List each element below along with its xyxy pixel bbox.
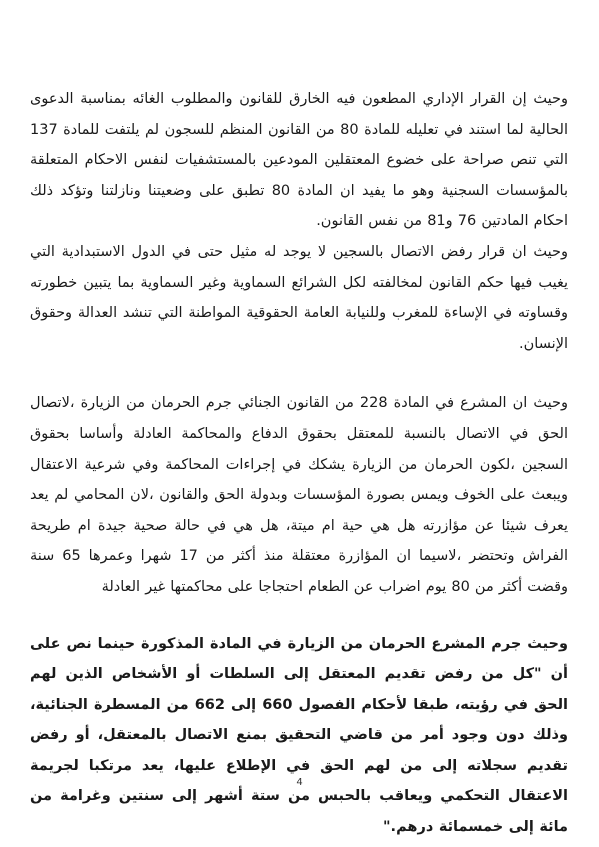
- paragraph-article-228: وحيث ان المشرع في المادة 228 من القانون الجنائي جرم الحرمان من الزيارة ،لاتصال الحق في الاتصال بالنسبة للمعتقل بحقوق الدفاع والمحاكمة العادلة وأساسا بحقوق السجين ،لكون الحرمان من الزيارة يشكك في إجراءات المحاكمة وفي شرعية الاعتقال ويبعث على الخوف ويمس بصورة المؤسسات وبدولة الحق والقانون ،لان المحامي لم يعد يعرف شيئا عن مؤازرته هل هي حية ام ميتة، هل هي في حالة صحية جيدة ام طريحة الفراش وتحتضر ،لاسيما ان المؤازرة معتقلة منذ أكثر من 17 شهرا وعمرها 65 سنة وقضت أكثر من 80 يوم اضراب عن الطعام احتجاجا على محاكمتها غير العادلة: [30, 395, 568, 595]
- paragraph-contact-refusal: وحيث ان قرار رفض الاتصال بالسجين لا يوجد له مثيل حتى في الدول الاستبدادية التي يغيب فيها حكم القانون لمخالفته لكل الشرائع السماوية وغير السماوية بما يتبين خطورته وقساوته في الإساءة للمغرب وللنيابة العامة الحقوقية المواطنة التي تنشد العدالة وحقوق الإنسان.: [30, 243, 568, 352]
- document-body: [30, 84, 568, 843]
- page-number: 4: [296, 777, 303, 788]
- paragraph-article-80: وحيث إن القرار الإداري المطعون فيه الخارق للقانون والمطلوب الغائه بمناسبة الدعوى الحالية لما استند في تعليله للمادة 80 من القانون المنظم للسجون لم يلتفت للمادة 137 التي تنص صراحة على خضوع المعتقلين المودعين بالمستشفيات لنفس الاحكام المتعلقة بالمؤسسات السجنية وهو ما يفيد ان المادة 80 تطبق على وضعيتنا ونازلتنا وتؤكد ذلك احكام المادتين 76 و81 من نفس القانون.: [30, 91, 568, 230]
- paragraph-spacer: [30, 603, 568, 629]
- paragraph-spacer: [30, 359, 568, 388]
- paragraph-quoted-provision: وحيث جرم المشرع الحرمان من الزيارة في المادة المذكورة حينما نص على أن "كل من رفض تقديم المعتقل إلى السلطات أو الأشخاص الذين لهم الحق في رؤيته، طبقا لأحكام الفصول 660 إلى 662 من المسطرة الجنائية، وذلك دون وجود أمر من قاضي التحقيق بمنع الاتصال بالمعتقل، أو رفض تقديم سجلاته إلى من لهم الحق في الإطلاع عليها، يعد مرتكبا لجريمة الاعتقال التحكمي ويعاقب بالحبس من ستة أشهر إلى سنتين وغرامة من مائة إلى خمسمائة درهم.": [30, 635, 568, 836]
